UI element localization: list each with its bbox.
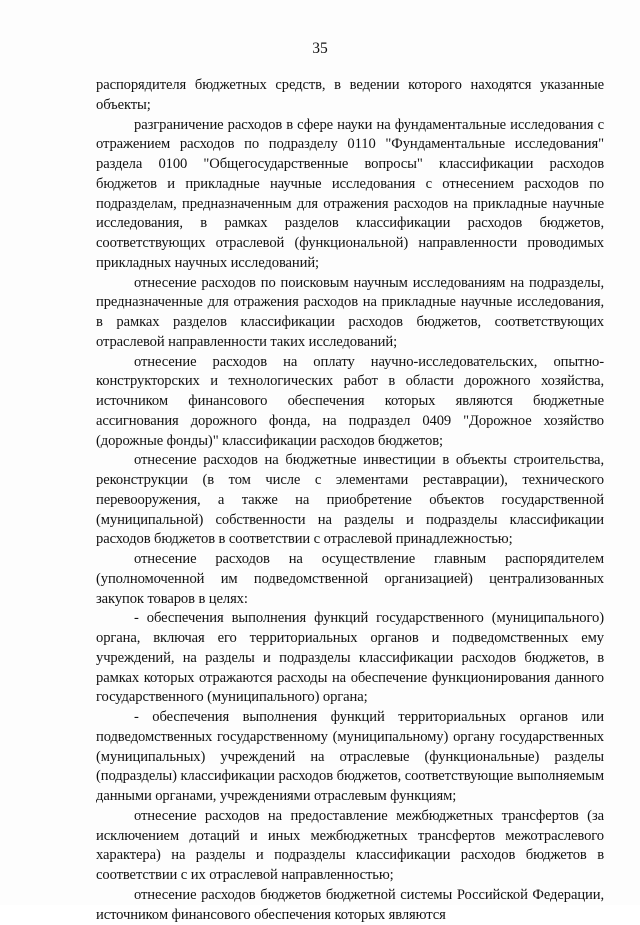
paragraph: отнесение расходов бюджетов бюджетной системы Российской Федерации, источником финансового обеспечения которых являются [96, 886, 604, 923]
list-item: - обеспечения выполнения функций территориальных органов или подведомственных государственному (муниципальному) органу государственных (муниципальных) учреждений на отраслевые (функциональные) разделы (подразделы) классификации расходов бюджетов, соответствующие выполняемым данными органами, учреждениями отраслевым функциям; [96, 709, 604, 804]
paragraph: отнесение расходов на бюджетные инвестиции в объекты строительства, реконструкции (в том числе с элементами реставрации), технического перевооружения, а также на приобретение объектов государственной (муниципальной) собственности на разделы и подразделы классификации расходов бюджетов в соответствии с отраслевой принадлежностью; [96, 452, 604, 548]
paragraph: отнесение расходов по поисковым научным исследованиям на подразделы, предназначенные для отражения расходов на прикладные научные исследования, в рамках разделов классификации расходов бюджетов, соответствующих отраслевой направленности таких исследований; [96, 274, 604, 350]
paragraph: отнесение расходов на оплату научно-исследовательских, опытно-конструкторских и технологических работ в области дорожного хозяйства, источником финансового обеспечения которых являются бюджетные ассигнования дорожного фонда, на подраздел 0409 "Дорожное хозяйство (дорожные фонды)" классификации расходов бюджетов; [96, 353, 604, 449]
document-body [96, 76, 604, 925]
paragraph: отнесение расходов на осуществление главным распорядителем (уполномоченной им подведомственной организацией) централизованных закупок товаров в целях: [96, 551, 604, 607]
paragraph: разграничение расходов в сфере науки на фундаментальные исследования с отражением расходов по подразделу 0110 "Фундаментальные исследования" раздела 0100 "Общегосударственные вопросы" классификации расходов бюджетов и прикладные научные исследования с отнесением расходов по подразделам, предназначенным для отражения расходов на прикладные научные исследования, в рамках разделов классификации расходов бюджетов, соответствующих отраслевой (функциональной) направленности проводимых прикладных научных исследований; [96, 116, 604, 271]
list-item: - обеспечения выполнения функций государственного (муниципального) органа, включая его территориальных органов и подведомственных ему учреждений, на разделы и подразделы классификации расходов бюджетов, в рамках которых отражаются расходы на обеспечение функционирования данного государственного (муниципального) органа; [96, 610, 604, 706]
paragraph: отнесение расходов на предоставление межбюджетных трансфертов (за исключением дотаций и иных межбюджетных трансфертов межотраслевого характера) на разделы и подразделы классификации расходов бюджетов в соответствии с их отраслевой направленностью; [96, 807, 604, 883]
paragraph: распорядителя бюджетных средств, в ведении которого находятся указанные объекты; [96, 77, 604, 113]
page-number: 35 [312, 40, 328, 57]
